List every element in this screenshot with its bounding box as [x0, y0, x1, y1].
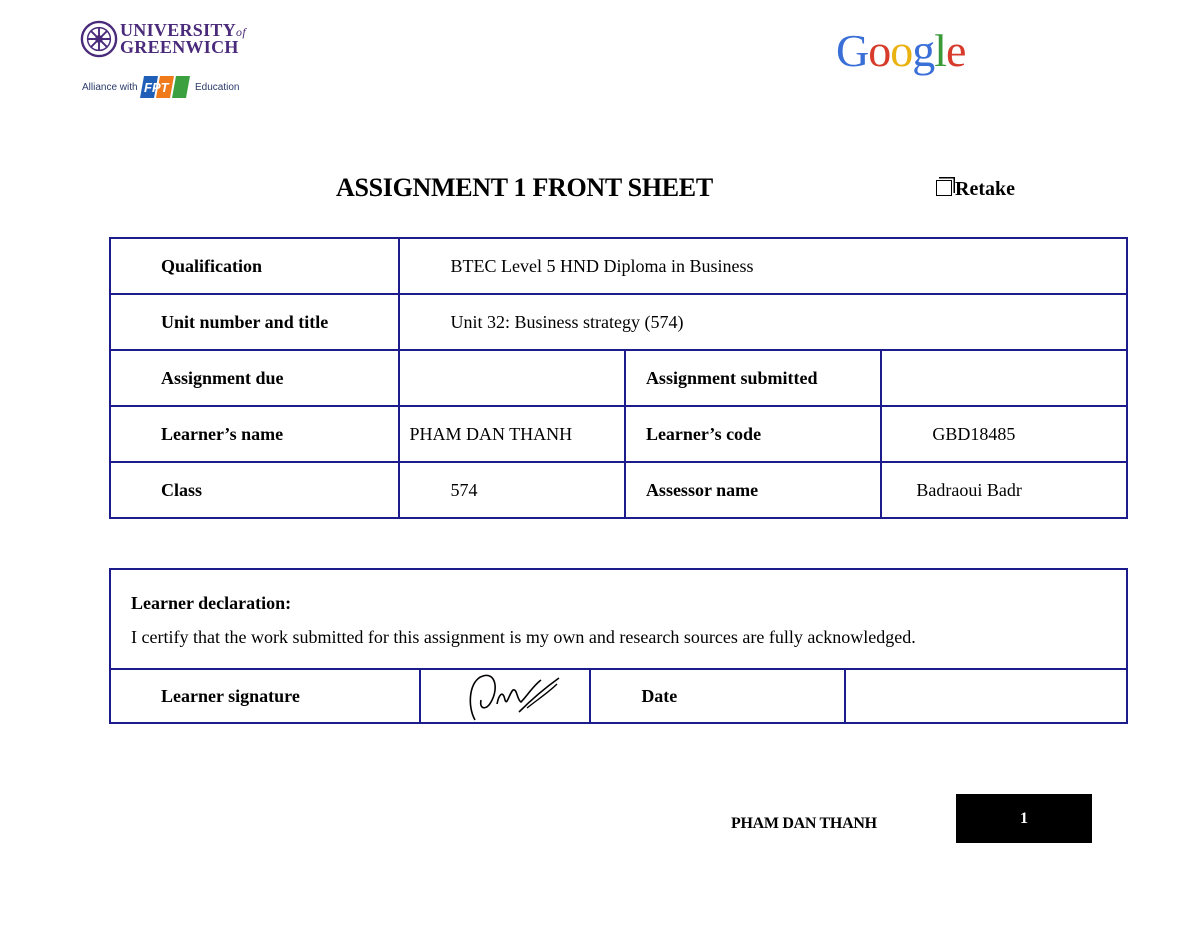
due-value	[399, 350, 624, 406]
learner-code-value: GBD18485	[881, 406, 1127, 462]
table-row	[110, 350, 1127, 406]
retake-label: Retake	[955, 178, 1015, 200]
submitted-label: Assignment submitted	[625, 350, 881, 406]
unit-value: Unit 32: Business strategy (574)	[399, 294, 1127, 350]
due-label: Assignment due	[110, 350, 399, 406]
class-label: Class	[110, 462, 399, 518]
signature-label: Learner signature	[110, 669, 420, 723]
table-row	[110, 669, 1127, 723]
alliance-text: Alliance with	[82, 82, 138, 93]
learner-name-label: Learner’s name	[110, 406, 399, 462]
table-row	[110, 238, 1127, 294]
google-letter-6: e	[946, 25, 966, 76]
university-logo	[80, 18, 250, 108]
google-letter-5: l	[934, 25, 947, 76]
assessor-label: Assessor name	[625, 462, 881, 518]
signature-cell	[420, 669, 590, 723]
declaration-table	[109, 568, 1128, 724]
learner-name-value: PHAM DAN THANH	[399, 406, 624, 462]
learner-code-label: Learner’s code	[625, 406, 881, 462]
declaration-cell	[110, 569, 1127, 669]
fpt-logo-icon	[140, 74, 192, 100]
unit-label: Unit number and title	[110, 294, 399, 350]
date-value	[845, 669, 1127, 723]
footer-learner-name: PHAM DAN THANH	[731, 815, 877, 832]
google-letter-2: o	[868, 25, 891, 76]
table-row	[110, 569, 1127, 669]
declaration-heading: Learner declaration:	[131, 593, 292, 613]
assessor-value: Badraoui Badr	[881, 462, 1127, 518]
university-name-line1: UNIVERSITY	[120, 20, 237, 40]
university-name-line2: GREENWICH	[120, 37, 239, 57]
page-number-box	[956, 794, 1092, 843]
table-row	[110, 406, 1127, 462]
university-seal-icon	[80, 20, 118, 58]
qualification-value: BTEC Level 5 HND Diploma in Business	[399, 238, 1127, 294]
retake-checkbox-icon[interactable]	[936, 180, 952, 196]
google-letter-4: g	[912, 25, 935, 76]
university-name-of: of	[236, 25, 246, 39]
signature-image	[461, 670, 571, 722]
google-letter-1: G	[836, 25, 869, 76]
education-text: Education	[195, 82, 240, 93]
submitted-value	[881, 350, 1127, 406]
google-logo	[836, 25, 965, 77]
page-title: ASSIGNMENT 1 FRONT SHEET	[336, 173, 713, 202]
page-number: 1	[1020, 809, 1028, 827]
table-row	[110, 294, 1127, 350]
retake-option[interactable]	[936, 178, 1015, 201]
table-row	[110, 462, 1127, 518]
date-label: Date	[590, 669, 844, 723]
class-value: 574	[399, 462, 624, 518]
qualification-label: Qualification	[110, 238, 399, 294]
assignment-info-table	[109, 237, 1128, 519]
declaration-text: I certify that the work submitted for this assignment is my own and research sources are fully acknowledged.	[131, 627, 916, 647]
fpt-letter-f: FPT	[144, 80, 169, 95]
google-letter-3: o	[890, 25, 913, 76]
